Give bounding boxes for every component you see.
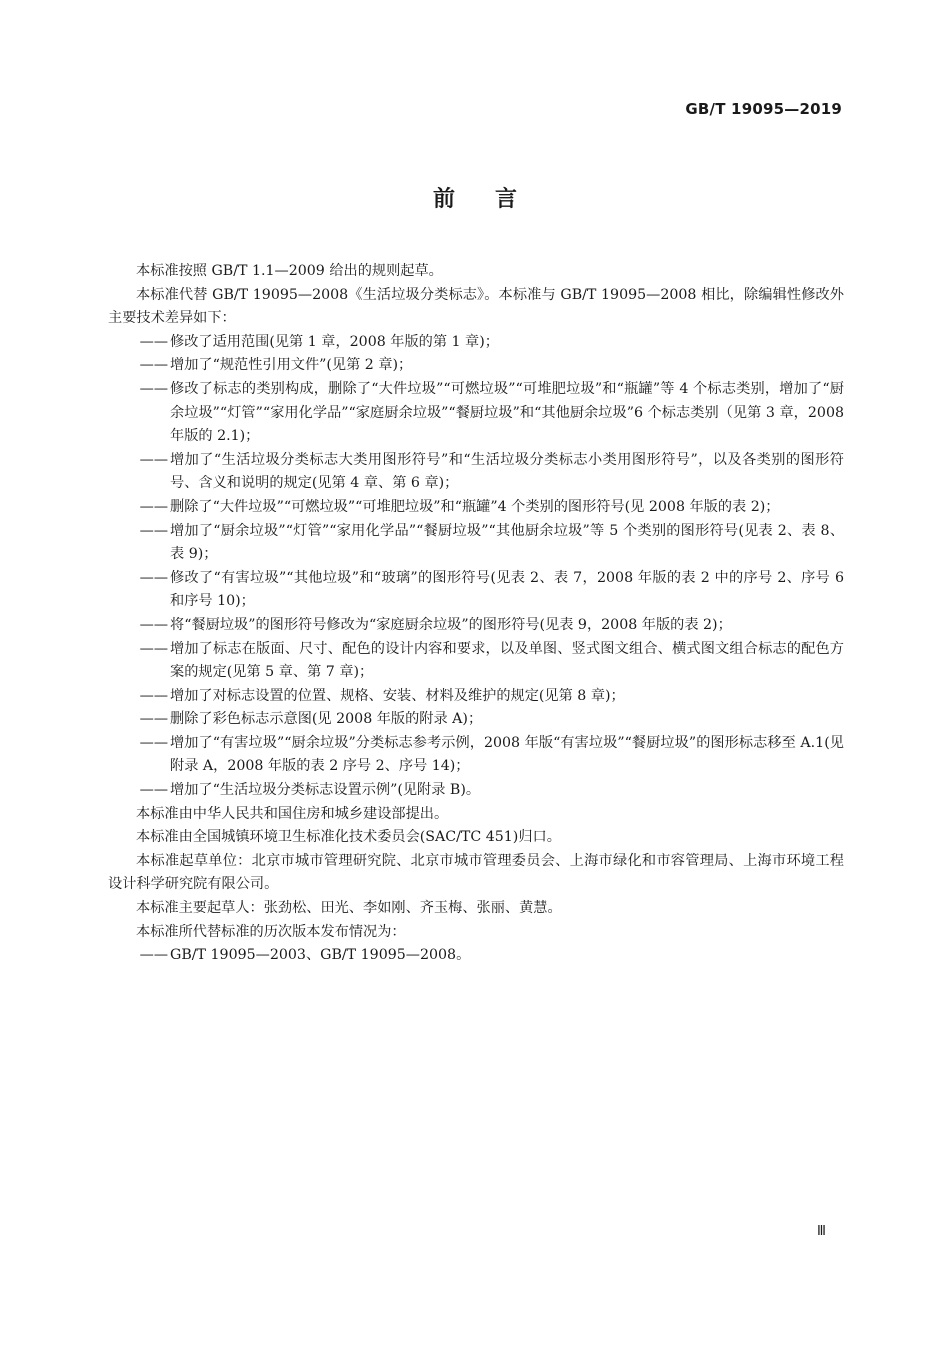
paragraph-proposer: 本标准由中华人民共和国住房和城乡建设部提出。: [136, 805, 449, 822]
list-item-text: 修改了适用范围(见第 1 章，2008 年版的第 1 章)；: [170, 333, 499, 350]
dash-marker: ——: [139, 711, 168, 728]
dash-marker: ——: [139, 734, 168, 751]
foreword-body: [108, 260, 844, 968]
paragraph-drafting-units: 本标准起草单位：北京市城市管理研究院、北京市城市管理委员会、上海市绿化和市容管理局、上海市环境工程设计科学研究院有限公司。: [108, 852, 844, 893]
title-char-2: 言: [495, 187, 518, 212]
dash-marker: ——: [139, 380, 168, 397]
list-item: [108, 638, 844, 685]
dash-marker: ——: [139, 640, 168, 657]
paragraph-drafting-rules: 本标准按照 GB/T 1.1—2009 给出的规则起草。: [136, 263, 443, 279]
list-item-text: 将“餐厨垃圾”的图形符号修改为“家庭厨余垃圾”的图形符号(见表 9，2008 年版的表 2)；: [170, 616, 732, 633]
dash-marker: ——: [139, 498, 168, 515]
list-item: [108, 496, 844, 520]
list-item: [108, 331, 844, 355]
dash-marker: ——: [139, 782, 168, 799]
list-item-text: 增加了“厨余垃圾”“灯管”“家用化学品”“餐厨垃圾”“其他厨余垃圾”等 5 个类别的图形符号(见表 2、表 8、表 9)；: [170, 522, 845, 563]
list-item-text: 增加了对标志设置的位置、规格、安装、材料及维护的规定(见第 8 章)；: [170, 687, 625, 704]
dash-marker: ——: [139, 947, 168, 964]
list-item-text: 增加了标志在版面、尺寸、配色的设计内容和要求，以及单图、竖式图文组合、横式图文组合标志的配色方案的规定(见第 5 章、第 7 章)；: [170, 640, 844, 681]
list-item-text: 增加了“规范性引用文件”(见第 2 章)；: [170, 357, 413, 374]
paragraph-drafters: 本标准主要起草人：张劲松、田光、李如刚、齐玉梅、张丽、黄慧。: [136, 900, 562, 917]
history-item: [108, 944, 844, 968]
list-item: [108, 567, 844, 614]
list-item: [108, 708, 844, 732]
paragraph-history-intro: 本标准所代替标准的历次版本发布情况为：: [136, 923, 406, 940]
list-item-text: 增加了“生活垃圾分类标志设置示例”(见附录 B)。: [170, 782, 481, 799]
list-item: [108, 378, 844, 449]
dash-marker: ——: [139, 616, 168, 633]
list-item-text: 修改了标志的类别构成，删除了“大件垃圾”“可燃垃圾”“可堆肥垃圾”和“瓶罐”等 4 个标志类别，增加了“厨余垃圾”“灯管”“家用化学品”“家庭厨余垃圾”“餐厨垃圾”和“其他厨余垃圾”6 个标志类别（见第 3 章，2008 年版的 2.1)；: [170, 380, 844, 445]
list-item-text: 删除了彩色标志示意图(见 2008 年版的附录 A)；: [170, 711, 483, 728]
list-item: [108, 520, 844, 567]
list-item: [108, 779, 844, 803]
dash-marker: ——: [139, 333, 168, 350]
history-item-text: GB/T 19095—2003、GB/T 19095—2008。: [170, 947, 471, 964]
page-title: [0, 182, 950, 213]
dash-marker: ——: [139, 687, 168, 704]
dash-marker: ——: [139, 569, 168, 586]
list-item: [108, 449, 844, 496]
list-item: [108, 354, 844, 378]
standard-number: GB/T 19095—2019: [685, 100, 842, 118]
list-item: [108, 685, 844, 709]
list-item-text: 增加了“有害垃圾”“厨余垃圾”分类标志参考示例，2008 年版“有害垃圾”“餐厨垃圾”的图形标志移至 A.1(见附录 A，2008 年版的表 2 序号 2、序号 14)；: [170, 734, 844, 775]
paragraph-replacement: 本标准代替 GB/T 19095—2008《生活垃圾分类标志》。本标准与 GB/T 19095—2008 相比，除编辑性修改外主要技术差异如下：: [108, 286, 844, 327]
list-item-text: 增加了“生活垃圾分类标志大类用图形符号”和“生活垃圾分类标志小类用图形符号”，以及各类别的图形符号、含义和说明的规定(见第 4 章、第 6 章)；: [170, 451, 844, 492]
list-item-text: 修改了“有害垃圾”“其他垃圾”和“玻璃”的图形符号(见表 2、表 7，2008 年版的表 2 中的序号 2、序号 6 和序号 10)；: [170, 569, 844, 610]
paragraph-committee: 本标准由全国城镇环境卫生标准化技术委员会(SAC/TC 451)归口。: [136, 829, 561, 846]
title-char-1: 前: [432, 187, 455, 212]
dash-marker: ——: [139, 522, 168, 539]
list-item-text: 删除了“大件垃圾”“可燃垃圾”“可堆肥垃圾”和“瓶罐”4 个类别的图形符号(见 2008 年版的表 2)；: [170, 498, 780, 515]
dash-marker: ——: [139, 357, 168, 374]
list-item: [108, 732, 844, 779]
dash-marker: ——: [139, 451, 168, 468]
list-item: [108, 614, 844, 638]
page-number: Ⅲ: [817, 1224, 826, 1239]
